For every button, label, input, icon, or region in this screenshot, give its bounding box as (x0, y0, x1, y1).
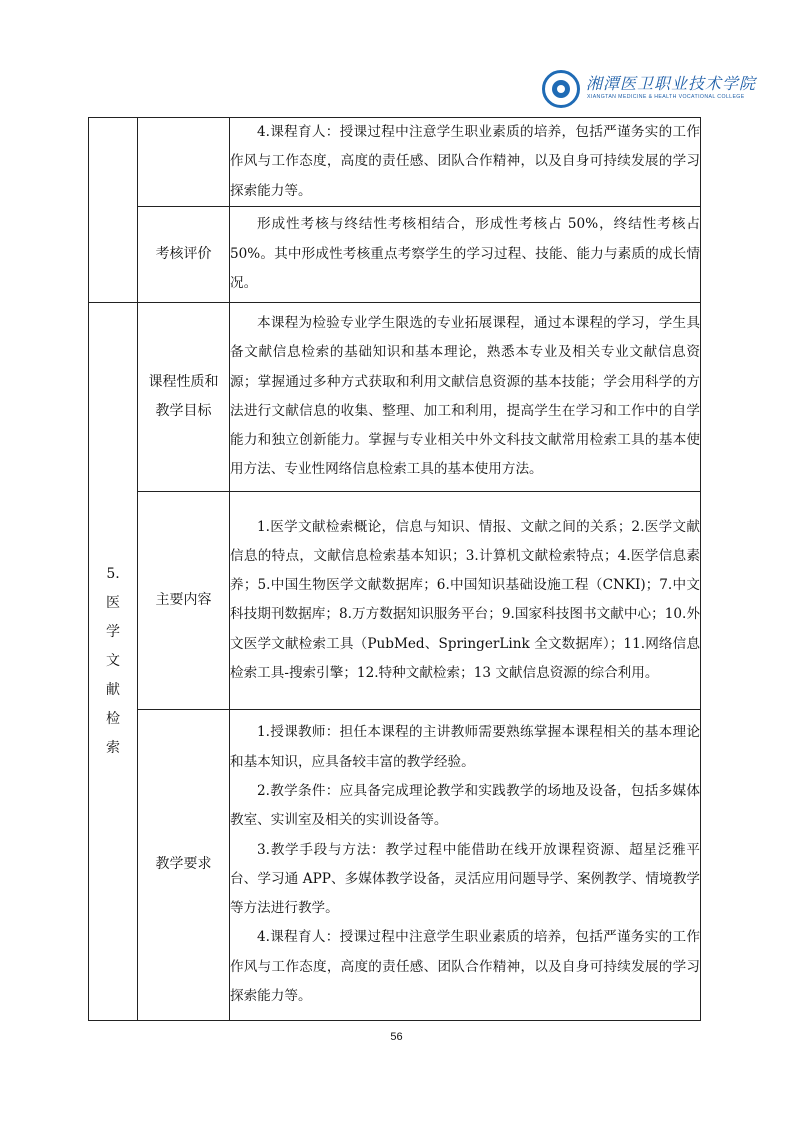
table-row (89, 206, 701, 302)
section4-edu-text: 4.课程育人：授课过程中注意学生职业素质的培养，包括严谨务实的工作作风与工作态度，高度的责任感、团队合作精神，以及自身可持续发展的学习探索能力等。 (230, 124, 700, 199)
requirements-cell (230, 709, 701, 1020)
table-row (89, 491, 701, 709)
requirement-item: 2.教学条件：应具备完成理论教学和实践教学的场地及设备，包括多媒体教室、实训室及相关的实训设备等。 (230, 783, 700, 829)
section4-edu-label-cell (138, 118, 230, 207)
nature-label-line1: 课程性质和 (148, 373, 219, 390)
nature-label-line2: 教学目标 (155, 402, 212, 419)
nature-text: 本课程为检验专业学生限选的专业拓展课程，通过本课程的学习，学生具备文献信息检索的基础知识和基本理论，熟悉本专业及相关专业文献信息资源；掌握通过多种方式获取和利用文献信息资源的基本技能；学会用科学的方法进行文献信息的收集、整理、加工和利用，提高学生在学习和工作中的自学能力和独立创新能力。掌握与专业相关中外文科技文献常用检索工具的基本使用方法、专业性网络信息检索工具的基本使用方法。 (230, 315, 700, 478)
section5-title-cell (89, 302, 138, 1020)
section5-title-char: 医 (106, 594, 120, 611)
section5-title-char: 献 (106, 681, 120, 698)
section5-title-char: 索 (106, 739, 120, 756)
page-number: 56 (390, 1031, 403, 1043)
section5-title-char: 文 (106, 652, 120, 669)
table-row (89, 302, 701, 491)
section4-number-cell (89, 118, 138, 303)
assessment-text: 形成性考核与终结性考核相结合，形成性考核占 50%，终结性考核占 50%。其中形成性考核重点考察学生的学习过程、技能、能力与素质的成长情况。 (230, 216, 700, 292)
assessment-label: 考核评价 (138, 206, 230, 302)
requirement-item: 3.教学手段与方法：教学过程中能借助在线开放课程资源、超星泛雅平台、学习通 APP、多媒体教学设备，灵活应用问题导学、案例教学、情境教学等方法进行教学。 (230, 841, 700, 917)
content-label: 主要内容 (138, 491, 230, 709)
course-table (88, 117, 701, 1021)
nature-label-cell (138, 302, 230, 491)
logo-chinese-name: 湘潭医卫职业技术学院 (586, 74, 757, 93)
table-row (89, 709, 701, 1020)
content-cell (230, 491, 701, 709)
college-emblem-icon (542, 70, 580, 108)
college-logo (542, 70, 757, 110)
requirement-item: 4.课程育人：授课过程中注意学生职业素质的培养，包括严谨务实的工作作风与工作态度，高度的责任感、团队合作精神，以及自身可持续发展的学习探索能力等。 (230, 929, 700, 1005)
section5-number: 5. (106, 565, 120, 582)
content-text: 1.医学文献检索概论，信息与知识、情报、文献之间的关系；2.医学文献信息的特点，文献信息检索基本知识；3.计算机文献检索特点；4.医学信息素养；5.中国生物医学文献数据库；6.中国知识基础设施工程（CNKI)；7.中文科技期刊数据库；8.万方数据知识服务平台；9.国家科技图书文献中心；10.外文医学文献检索工具（PubMed、SpringerLink 全文数据库）；11.网络信息检索工具-搜索引擎；12.特种文献检索；13 文献信息资源的综合利用。 (230, 518, 700, 681)
nature-cell (230, 302, 701, 491)
logo-english-name: XIANGTAN MEDICINE & HEALTH VOCATIONAL COLLEGE (587, 94, 745, 100)
requirements-label: 教学要求 (138, 709, 230, 1020)
requirement-item: 1.授课教师：担任本课程的主讲教师需要熟练掌握本课程相关的基本理论和基本知识，应具备较丰富的教学经验。 (230, 724, 700, 770)
section5-title-char: 检 (106, 710, 120, 727)
section4-edu-cell (230, 118, 701, 207)
assessment-cell (230, 206, 701, 302)
section5-title-char: 学 (106, 623, 120, 640)
table-row (89, 118, 701, 207)
